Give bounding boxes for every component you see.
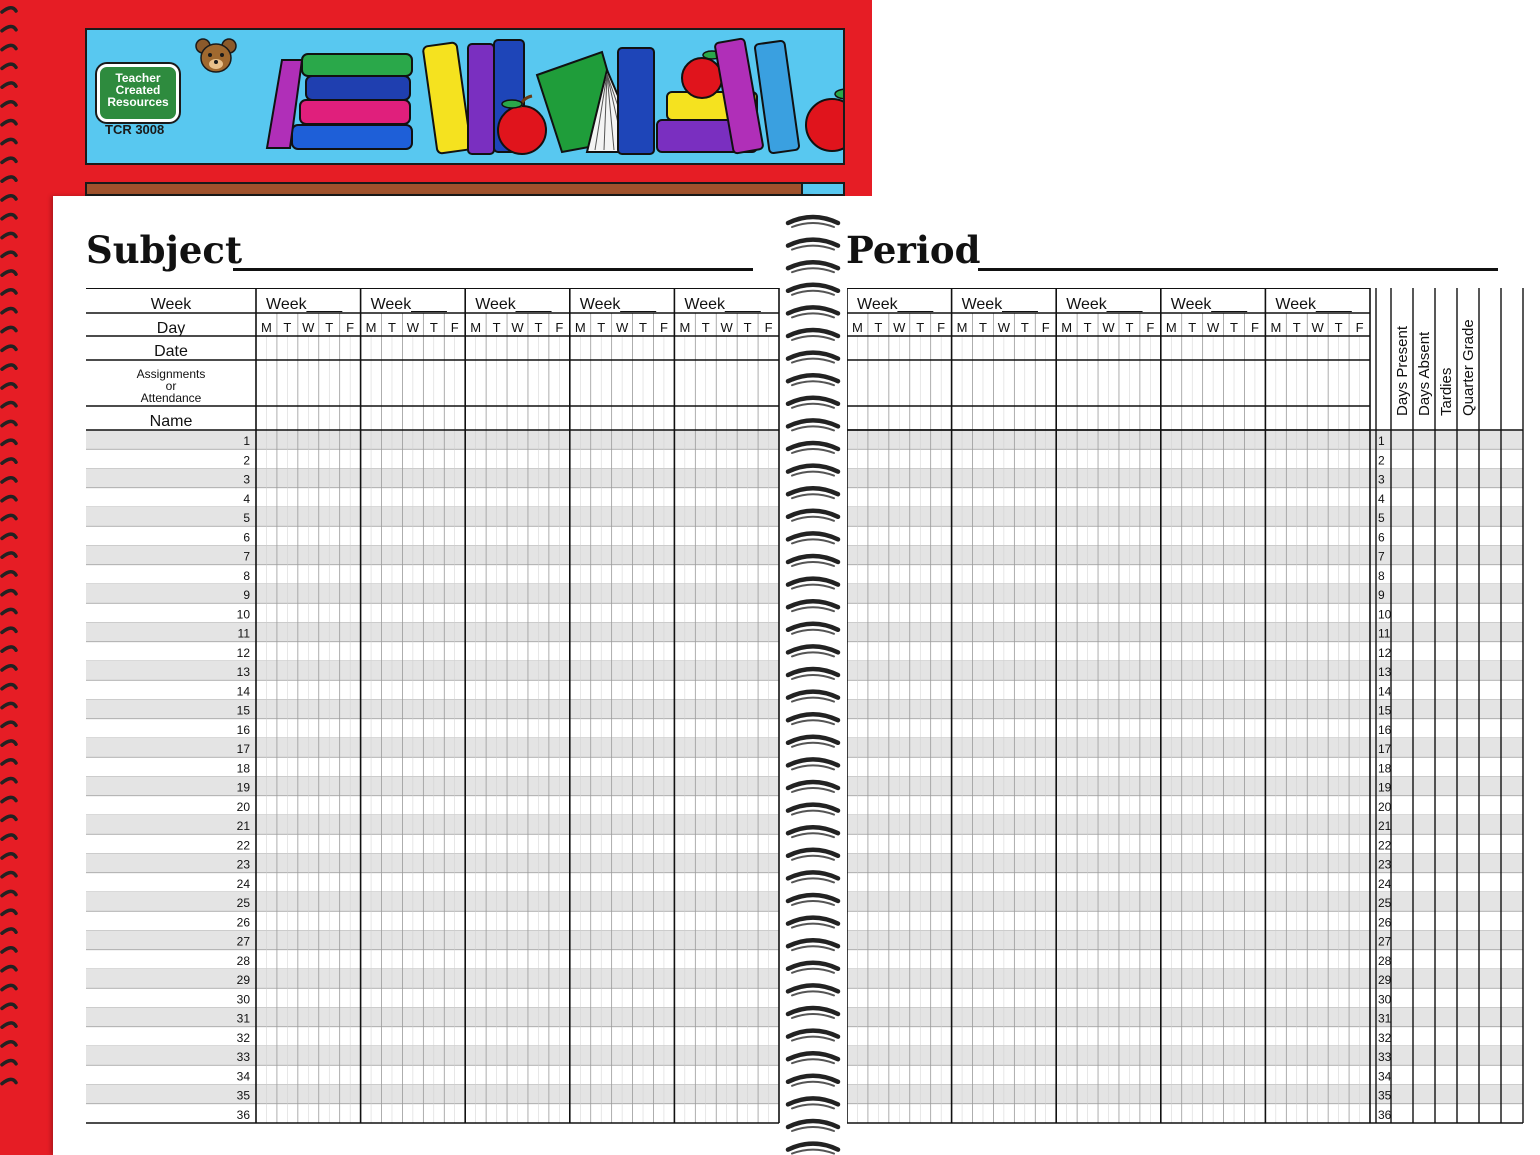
student-row-number: 28	[236, 953, 250, 968]
spiral-coil-shadow	[792, 652, 834, 656]
spiral-coil-shadow	[792, 246, 834, 250]
cover-coil-loop	[2, 967, 16, 971]
spiral-coil-shadow	[792, 268, 834, 272]
left-week-label: Week____	[475, 296, 552, 313]
cover-coil-loop	[2, 1023, 16, 1027]
student-row-number: 26	[1378, 915, 1392, 930]
right-day-letter: W	[893, 320, 906, 335]
row-shade	[847, 661, 1523, 680]
left-day-letter: T	[534, 320, 543, 335]
cover-coil-loop	[2, 196, 16, 200]
student-row-number: 4	[1378, 491, 1385, 506]
spiral-coil-shadow	[792, 404, 834, 408]
student-row-number: 12	[1378, 645, 1392, 660]
spiral-coil-shadow	[792, 1037, 834, 1041]
books-and-apples-illustration	[262, 30, 845, 165]
cover-coil-loop	[2, 215, 16, 219]
student-row-number: 15	[236, 703, 250, 718]
student-row-number: 31	[236, 1011, 250, 1026]
spiral-coil-shadow	[792, 1127, 834, 1131]
student-row-number: 11	[1378, 626, 1391, 641]
cover-coil-loop	[2, 929, 16, 933]
cover-banner	[85, 28, 845, 165]
student-row-number: 24	[236, 876, 250, 891]
spiral-coil-shadow	[792, 472, 834, 476]
spiral-coil-shadow	[792, 833, 834, 837]
right-day-letter: T	[916, 320, 925, 335]
left-day-letter: T	[429, 320, 438, 335]
left-day-letter: W	[302, 320, 315, 335]
spiral-coil-shadow	[792, 788, 834, 792]
cover-coil-loop	[2, 873, 16, 877]
right-day-letter: T	[1230, 320, 1238, 335]
student-row-number: 8	[243, 568, 250, 583]
cover-coil-loop	[2, 910, 16, 914]
row-shade	[847, 969, 1523, 988]
summary-column-label: Days Absent	[1416, 331, 1433, 416]
spiral-coil-shadow	[792, 607, 834, 611]
right-week-label: Week____	[1170, 296, 1248, 313]
right-day-letter: W	[1102, 320, 1115, 335]
cover-coil-loop	[2, 722, 16, 726]
student-row-number: 25	[236, 896, 250, 910]
spiral-coil-shadow	[792, 494, 834, 498]
summary-column-label: Quarter Grade	[1460, 319, 1477, 416]
cover-coil-loop	[2, 83, 16, 87]
right-day-letter: T	[1334, 320, 1343, 335]
spiral-coil-shadow	[792, 811, 834, 815]
summary-column-label: Days Present	[1394, 325, 1411, 416]
cover-coil-loop	[2, 384, 16, 388]
summary-column-label: Tardies	[1438, 367, 1455, 416]
student-row-number: 26	[236, 915, 250, 930]
left-day-letter: T	[325, 320, 334, 335]
cover-coil-loop	[2, 854, 16, 858]
cover-coil-loop	[2, 760, 16, 764]
cover-coil-loop	[2, 797, 16, 801]
right-day-letter: T	[979, 320, 987, 335]
left-week-label: Week____	[579, 296, 657, 313]
student-row-number: 14	[1378, 684, 1392, 699]
tcr-logo	[97, 64, 179, 122]
spiral-coil-shadow	[792, 539, 834, 543]
spiral-coil-shadow	[792, 743, 834, 747]
cover-coil-loop	[2, 948, 16, 952]
cover-coil-loop	[2, 177, 16, 181]
right-day-letter: F	[1355, 320, 1364, 335]
cover-coil-loop	[2, 233, 16, 237]
left-day-letter: T	[639, 320, 647, 335]
spiral-coil-shadow	[792, 991, 834, 995]
cover-coil-loop	[2, 891, 16, 895]
row-shade	[847, 700, 1523, 719]
spiral-coil-shadow	[792, 1059, 834, 1063]
cover-coil-loop	[2, 741, 16, 745]
cover-coil-loop	[2, 271, 16, 275]
student-row-number: 1	[243, 434, 250, 448]
student-row-number: 30	[1378, 992, 1392, 1007]
student-row-number: 17	[236, 742, 250, 756]
student-row-number: 22	[236, 838, 250, 853]
student-row-number: 8	[1378, 568, 1385, 583]
cover-coil-loop	[2, 64, 16, 68]
cover-coil-loop	[2, 121, 16, 125]
left-day-letter: M	[679, 320, 691, 335]
student-row-number: 27	[1378, 934, 1392, 949]
right-day-letter: F	[937, 320, 946, 335]
spiral-coil-shadow	[792, 765, 834, 769]
row-shade	[847, 507, 1523, 526]
cover-coil-loop	[2, 327, 16, 331]
right-day-letter: W	[1206, 320, 1220, 335]
spiral-coil-shadow	[792, 1014, 834, 1018]
cover-coil-loop	[2, 1061, 16, 1065]
cover-coil-loop	[2, 459, 16, 463]
logo-line-1: Teacher	[115, 71, 161, 85]
cover-coil-loop	[2, 534, 16, 538]
cover-coil-loop	[2, 985, 16, 989]
student-row-number: 15	[1378, 703, 1392, 718]
student-row-number: 19	[1378, 780, 1392, 795]
row-shade	[847, 546, 1523, 565]
row-shade	[847, 623, 1523, 642]
subject-heading: Subject	[86, 228, 243, 272]
student-row-number: 7	[243, 549, 250, 564]
logo-line-3: Resources	[107, 95, 169, 109]
right-week-label: Week____	[961, 296, 1038, 313]
left-day-letter: W	[511, 320, 524, 335]
tcr-logo-text	[100, 72, 176, 108]
spiral-coil-shadow	[792, 517, 834, 521]
cover-coil-loop	[2, 365, 16, 369]
cover-coil-loop	[2, 440, 16, 444]
right-day-letter: W	[1311, 320, 1324, 335]
period-heading: Period	[846, 228, 981, 272]
left-day-letter: M	[365, 320, 377, 335]
spiral-coil-shadow	[792, 562, 834, 566]
left-day-letter: F	[764, 320, 773, 335]
cover-coil-loop	[2, 666, 16, 670]
left-day-letter: M	[574, 320, 586, 335]
spiral-coil-shadow	[792, 924, 834, 928]
row-shade	[847, 1008, 1523, 1027]
logo-line-2: Created	[115, 83, 161, 97]
spiral-coil-shadow	[792, 675, 834, 679]
attendance-label: Attendance	[140, 391, 202, 405]
cover-coil-loop	[2, 553, 16, 557]
right-day-letter: T	[1292, 320, 1301, 335]
right-day-letter: W	[997, 320, 1011, 335]
student-row-number: 6	[243, 530, 250, 545]
row-shade	[847, 584, 1523, 603]
student-row-number: 27	[236, 934, 250, 949]
student-row-number: 13	[236, 665, 250, 679]
student-row-number: 36	[1378, 1107, 1392, 1122]
spiral-coil-shadow	[792, 946, 834, 950]
left-page	[53, 196, 813, 1155]
row-shade	[847, 931, 1523, 950]
cover-coil-loop	[2, 8, 16, 12]
student-row-number: 33	[1378, 1050, 1392, 1064]
cover-coil-loop	[2, 1004, 16, 1008]
cover-coil-loop	[2, 27, 16, 31]
student-row-number: 19	[236, 780, 250, 795]
subject-write-line[interactable]	[233, 268, 753, 271]
left-day-letter: W	[720, 320, 733, 335]
left-day-letter: T	[743, 320, 752, 335]
right-page	[813, 196, 1540, 1155]
spiral-coil-shadow	[792, 381, 834, 385]
student-row-number: 4	[243, 491, 250, 506]
student-row-number: 18	[236, 761, 250, 776]
student-row-number: 20	[1378, 799, 1392, 814]
row-shade	[847, 1085, 1523, 1104]
spiral-coil-shadow	[792, 856, 834, 860]
spiral-coil-shadow	[792, 585, 834, 589]
right-day-letter: M	[852, 320, 863, 335]
student-row-number: 1	[1378, 434, 1385, 448]
student-row-number: 20	[236, 799, 250, 814]
left-day-letter: T	[388, 320, 396, 335]
spiral-coil-shadow	[792, 630, 834, 634]
left-day-letter: M	[470, 320, 482, 335]
student-row-number: 21	[236, 819, 250, 833]
right-week-label: Week____	[857, 296, 934, 313]
student-row-number: 33	[236, 1050, 250, 1064]
student-row-number: 35	[236, 1088, 250, 1103]
day-row-label: Day	[156, 320, 186, 337]
right-day-letter: T	[1125, 320, 1134, 335]
student-row-number: 23	[236, 857, 250, 872]
student-row-number: 29	[1378, 973, 1392, 987]
left-day-letter: T	[597, 320, 606, 335]
cover-coil-loop	[2, 1079, 16, 1083]
cover-coil-loop	[2, 816, 16, 820]
spiral-coil-shadow	[792, 313, 834, 317]
spiral-coil-shadow	[792, 969, 834, 973]
student-row-number: 24	[1378, 876, 1392, 891]
spiral-coil-shadow	[792, 223, 834, 227]
cover-spiral-coil	[0, 0, 26, 1100]
cover-coil-loop	[2, 403, 16, 407]
student-row-number: 5	[243, 511, 250, 525]
cover-coil-loop	[2, 515, 16, 519]
week-row-label: Week	[150, 296, 192, 313]
spiral-coil-shadow	[792, 720, 834, 724]
student-row-number: 32	[1378, 1030, 1392, 1045]
left-day-letter: F	[555, 320, 564, 335]
right-day-letter: F	[1146, 320, 1155, 335]
student-row-number: 22	[1378, 838, 1392, 853]
row-shade	[847, 1046, 1523, 1065]
spiral-coil-shadow	[792, 1150, 834, 1154]
left-day-letter: F	[450, 320, 459, 335]
cover-coil-loop	[2, 779, 16, 783]
student-row-number: 2	[1378, 453, 1385, 468]
cover-coil-loop	[2, 703, 16, 707]
bear-mascot-icon	[193, 36, 239, 76]
cover-coil-loop	[2, 609, 16, 613]
left-day-letter: W	[406, 320, 420, 335]
name-row-label: Name	[149, 413, 193, 430]
student-row-number: 17	[1378, 742, 1392, 756]
left-day-letter: T	[701, 320, 710, 335]
student-row-number: 30	[236, 992, 250, 1007]
cover-coil-loop	[2, 497, 16, 501]
or-label: or	[165, 379, 177, 393]
student-row-number: 10	[1378, 607, 1392, 622]
row-shade	[847, 430, 1523, 449]
student-row-number: 13	[1378, 665, 1392, 679]
student-row-number: 3	[1378, 472, 1385, 487]
left-week-label: Week____	[266, 296, 343, 313]
spiral-coil-shadow	[792, 878, 834, 882]
cover-coil-loop	[2, 572, 16, 576]
cover-lower-band	[85, 182, 815, 196]
assignments-label: Assignments	[136, 367, 206, 381]
right-day-letter: M	[1165, 320, 1177, 335]
right-day-letter: F	[1250, 320, 1259, 335]
cover-coil-loop	[2, 45, 16, 49]
cover-coil-loop	[2, 685, 16, 689]
student-row-number: 14	[236, 684, 250, 699]
student-row-number: 23	[1378, 857, 1392, 872]
student-row-number: 9	[243, 588, 250, 602]
spiral-coil-shadow	[792, 359, 834, 363]
student-row-number: 35	[1378, 1088, 1392, 1103]
right-week-label: Week____	[1275, 296, 1352, 313]
student-row-number: 34	[236, 1069, 250, 1084]
student-row-number: 32	[236, 1030, 250, 1045]
row-shade	[847, 815, 1523, 834]
gradebook-grid-left[interactable]	[86, 288, 781, 1128]
left-week-label: Week____	[684, 296, 761, 313]
right-day-letter: M	[956, 320, 968, 335]
right-week-label: Week____	[1066, 296, 1143, 313]
cover-coil-loop	[2, 290, 16, 294]
cover-coil-loop	[2, 421, 16, 425]
cover-coil-loop	[2, 346, 16, 350]
cover-lower-band-blue	[801, 182, 845, 196]
student-row-number: 11	[237, 626, 250, 641]
student-row-number: 25	[1378, 896, 1392, 910]
student-row-number: 31	[1378, 1011, 1392, 1026]
left-day-letter: M	[261, 320, 272, 335]
right-day-letter: M	[1061, 320, 1073, 335]
gradebook-grid-right[interactable]	[847, 288, 1540, 1128]
cover-coil-loop	[2, 1042, 16, 1046]
student-row-number: 36	[236, 1107, 250, 1122]
cover-coil-loop	[2, 309, 16, 313]
left-day-letter: W	[615, 320, 629, 335]
spiral-binding	[784, 205, 842, 1155]
cover-coil-loop	[2, 139, 16, 143]
spiral-coil-shadow	[792, 1104, 834, 1108]
student-row-number: 28	[1378, 953, 1392, 968]
product-code: TCR 3008	[105, 122, 165, 137]
student-row-number: 21	[1378, 819, 1392, 833]
row-shade	[847, 854, 1523, 873]
student-row-number: 12	[236, 645, 250, 660]
cover-coil-loop	[2, 252, 16, 256]
spiral-coil-shadow	[792, 901, 834, 905]
spiral-coil-shadow	[792, 336, 834, 340]
row-shade	[847, 777, 1523, 796]
cover-coil-loop	[2, 102, 16, 106]
student-row-number: 18	[1378, 761, 1392, 776]
row-shade	[847, 892, 1523, 911]
cover-coil-loop	[2, 591, 16, 595]
student-row-number: 7	[1378, 549, 1385, 564]
student-row-number: 2	[243, 453, 250, 468]
student-row-number: 29	[236, 973, 250, 987]
spiral-coil-shadow	[792, 1082, 834, 1086]
left-day-letter: F	[346, 320, 355, 335]
left-day-letter: T	[283, 320, 292, 335]
row-shade	[847, 738, 1523, 757]
cover-coil-loop	[2, 835, 16, 839]
spiral-coil-shadow	[792, 291, 834, 295]
left-day-letter: F	[659, 320, 668, 335]
student-row-number: 3	[243, 472, 250, 487]
right-day-letter: F	[1041, 320, 1050, 335]
cover-coil-loop	[2, 158, 16, 162]
student-row-number: 5	[1378, 511, 1385, 525]
cover-coil-loop	[2, 647, 16, 651]
spiral-coil-shadow	[792, 449, 834, 453]
student-row-number: 16	[236, 722, 250, 737]
student-row-number: 34	[1378, 1069, 1392, 1084]
right-day-letter: T	[874, 320, 883, 335]
cover-coil-loop	[2, 628, 16, 632]
student-row-number: 6	[1378, 530, 1385, 545]
row-shade	[847, 469, 1523, 488]
left-week-label: Week____	[370, 296, 447, 313]
right-day-letter: M	[1270, 320, 1282, 335]
right-day-letter: T	[1020, 320, 1029, 335]
cover-coil-loop	[2, 478, 16, 482]
student-row-number: 16	[1378, 722, 1392, 737]
date-row-label: Date	[154, 343, 188, 360]
right-day-letter: T	[1188, 320, 1197, 335]
student-row-number: 10	[236, 607, 250, 622]
spiral-coil-shadow	[792, 426, 834, 430]
right-day-letter: T	[1083, 320, 1092, 335]
student-row-number: 9	[1378, 588, 1385, 602]
period-write-line[interactable]	[978, 268, 1498, 271]
left-day-letter: T	[492, 320, 501, 335]
spiral-coil-shadow	[792, 698, 834, 702]
